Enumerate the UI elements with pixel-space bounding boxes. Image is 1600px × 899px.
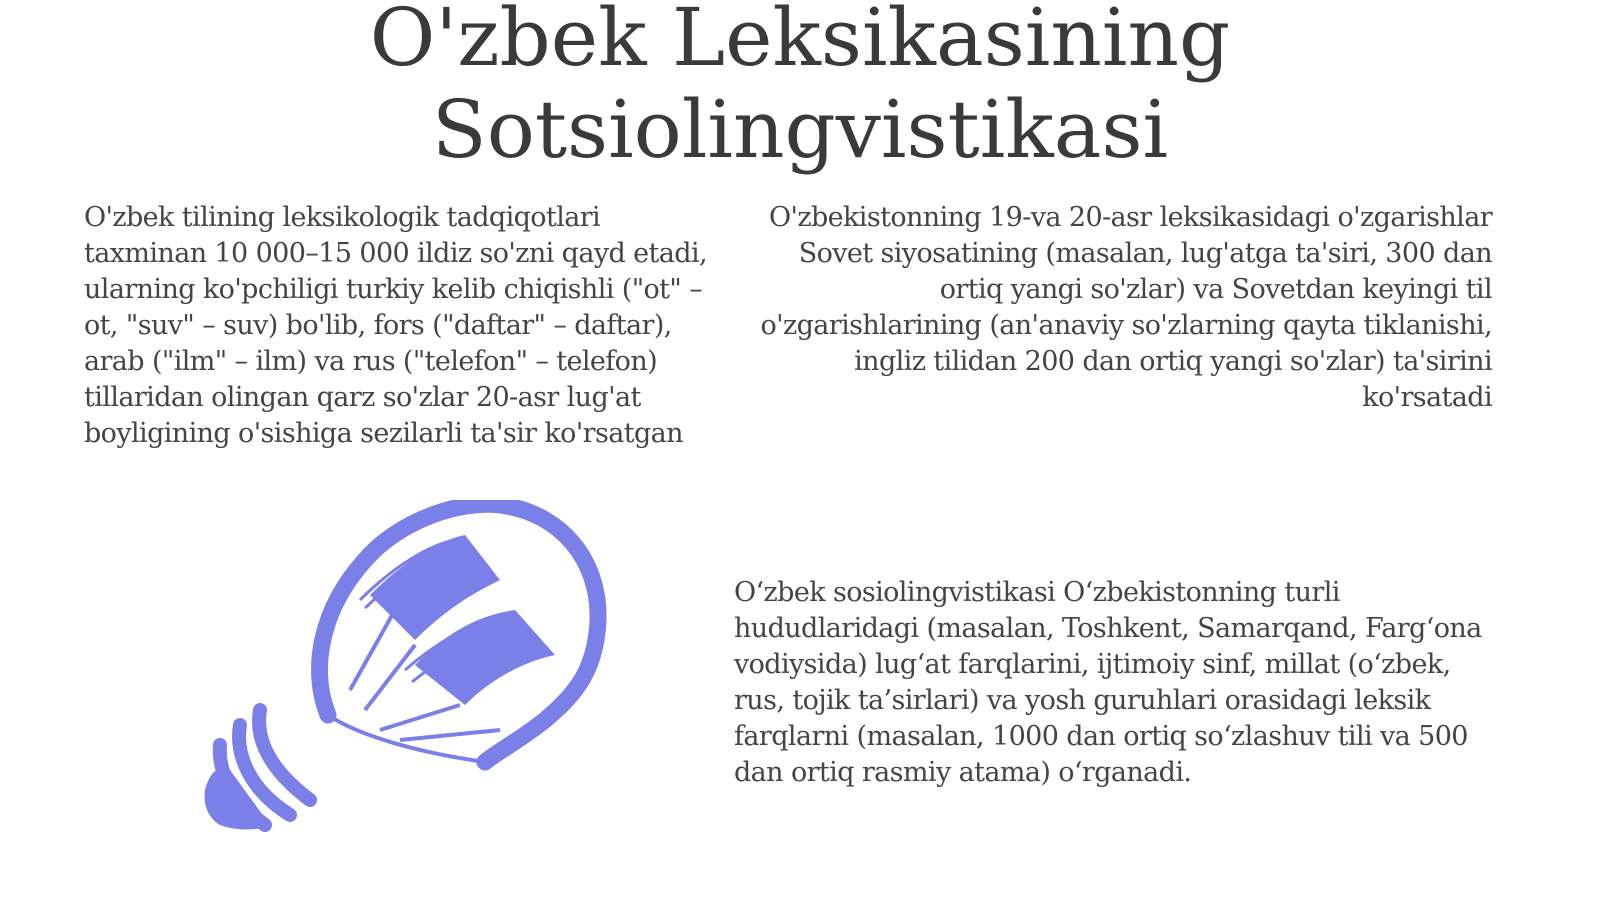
title-line-2: Sotsiolingvistikasi: [431, 83, 1169, 176]
paragraph-right: O'zbekistonning 19-va 20-asr leksikasidagi o'zgarishlar Sovet siyosatining (masalan, lug'atga ta'siri, 300 dan ortiq yangi so'zlar) va Sovetdan keyingi til o'zgarishlarining (an'anaviy so'zlarning qayta tiklanishi, ingliz tilidan 200 dan ortiq yangi so'zlar) ta'sirini ko'rsatadi: [760, 202, 1492, 413]
lightbulb-book-icon: [200, 500, 620, 845]
slide-title: [0, 0, 1600, 176]
paragraph-left: O'zbek tilining leksikologik tadqiqotlari taxminan 10 000–15 000 ildiz so'zni qayd etadi, ularning ko'pchiligi turkiy kelib chiqishli ("ot" – ot, "suv" – suv) bo'lib, fors ("daftar" – daftar), arab ("ilm" – ilm) va rus ("telefon" – telefon) tillaridan olingan qarz so'zlar 20-asr lug'at boyligining o'sishiga sezilarli ta'sir ko'rsatgan: [84, 202, 707, 449]
paragraph-bottom: O‘zbek sosiolingvistikasi O‘zbekistonning turli hududlaridagi (masalan, Toshkent, Samarqand, Farg‘ona vodiysida) lug‘at farqlarini, ijtimoiy sinf, millat (o‘zbek, rus, tojik ta’sirlari) va yosh guruhlari orasidagi leksik farqlarni (masalan, 1000 dan ortiq so‘zlashuv tili va 500 dan ortiq rasmiy atama) o‘rganadi.: [734, 577, 1482, 788]
title-line-1: O'zbek Leksikasining: [369, 0, 1231, 84]
